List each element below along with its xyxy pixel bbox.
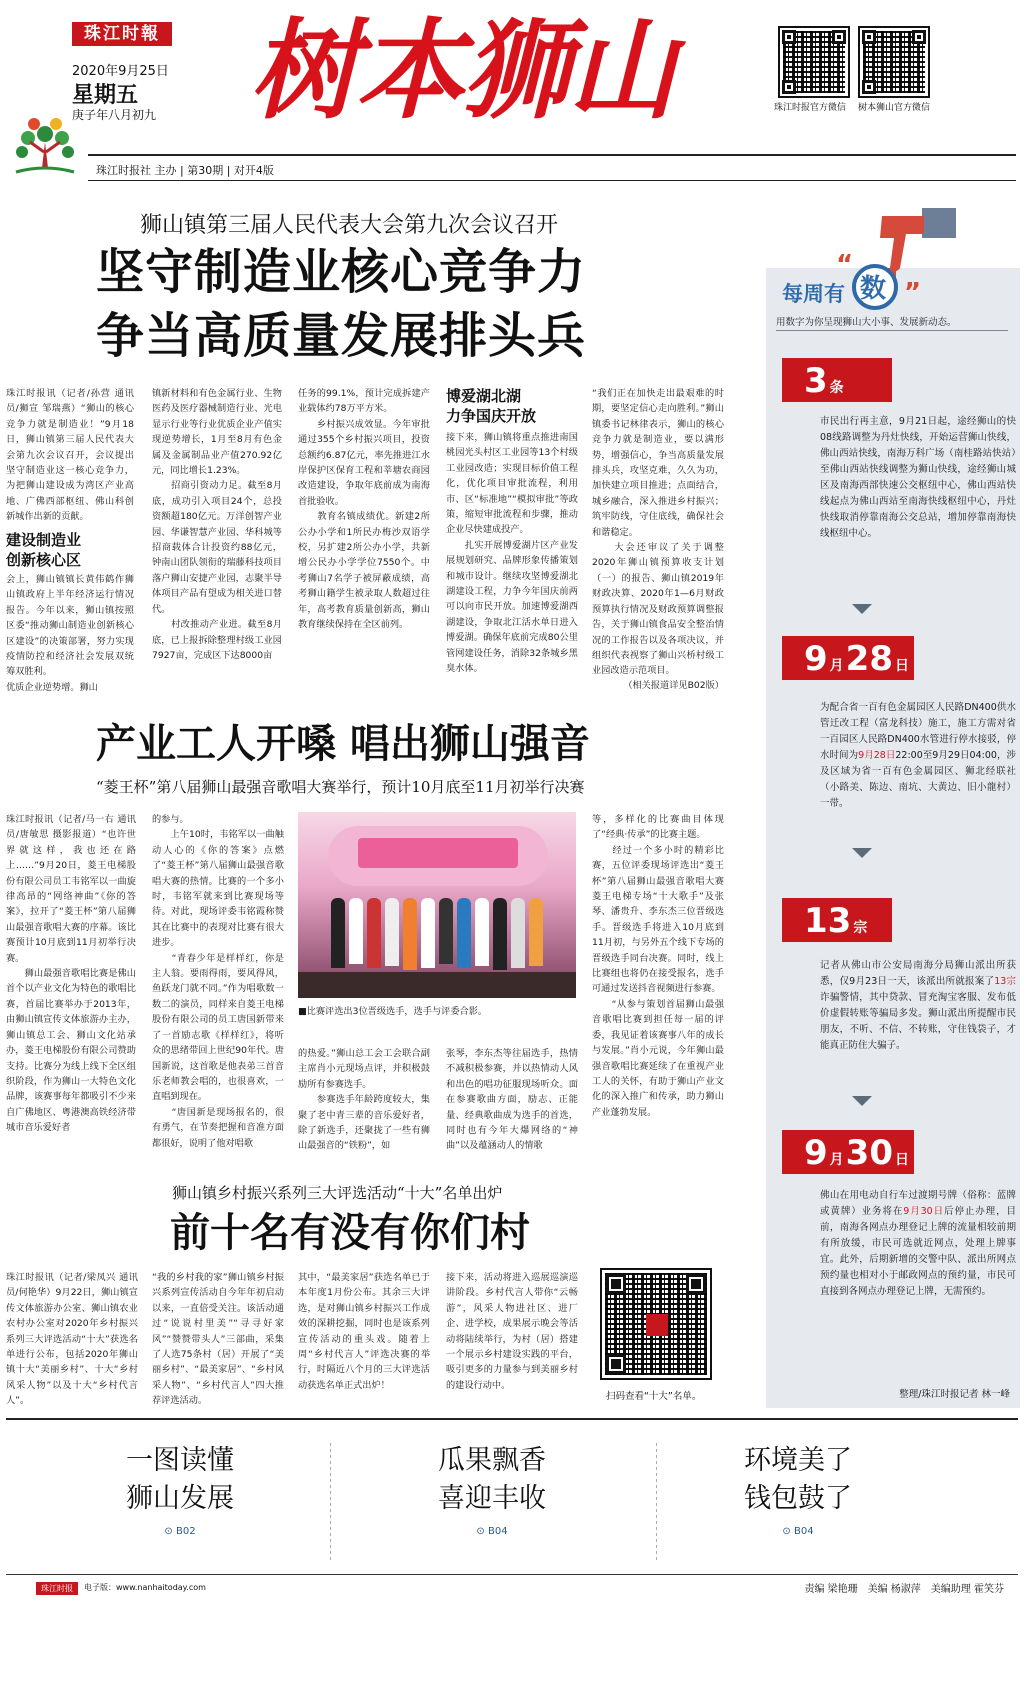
story1-col1-p3: 优质企业逆势增。狮山	[6, 682, 98, 693]
teaser-3-line2: 钱包鼓了	[744, 1483, 852, 1514]
qr-code-shushan	[858, 26, 930, 98]
footer-edition[interactable]: 电子版：www.nanhaitoday.com	[84, 1583, 206, 1592]
story3-headline: 前十名有没有你们村	[170, 1209, 530, 1256]
story1-col4: 接下来，狮山镇将重点推进南国桃园光头村区工业园等13个村级工业园改造；实现目标价值工程化，优化项目审批流程，利用市、区“标准地”“模拟审批”等政策，缩短审批流程和步骤，推动企业尽快建成投产。 扎实开展博爱湖片区产业发展规划研究、品牌形象传播策划和城市设计。继续攻坚博爱湖北湖建设工程，力争今年国庆前两可以向市民开放。加速博爱湖西湖建设，争取北江活水单日进入博爱湖。确保年底前完成80公里管网建设任务，消除32条城乡黑臭水体。	[446, 432, 578, 675]
story2-subline: “菱王杯”第八届狮山最强音歌唱大赛举行，预计10月底至11月初举行决赛	[96, 778, 585, 796]
sidebar-item-1-text: 市民出行再主意，9月21日起，途经狮山的快08线路调整为丹灶快线，开始运营狮山快线，佛山西站快线，南海万科广场（南桂路站快站）至佛山西站快线调整为狮山快线，途经狮山城区及南海西部快速公交枢纽中心，佛山西站快线起点为佛山西站至南海快线枢纽中心，丹灶快线取消停靠南海公交总站，增加停靠南海快线枢纽中心。	[820, 416, 1016, 539]
teaser-3-line1: 环境美了	[744, 1445, 852, 1476]
teaser-1[interactable]	[100, 1442, 260, 1537]
story1-col2: 镇新材料和有色金属行业、生物医药及医疗器械制造行业、光电显示行业等行业优质企业产值实现逆势增长，1月至8月有色金属及金属制品业产值270.92亿元，同比增长1.23%。 招商引资动力足。截至8月底，成功引入项目24个，总投资额超180亿元。万洋创智产业园、华谦智慧产业园、华科城等招商载体合计投资约88亿元，钟南山团队领衔的瑞藤科技项目落户狮山安捷产业园，志聚半导体项目产品有望成为相关进口替代。 村改推动产业进。截至8月底，已上报拆除整理村级工业园7927亩，完成区下达8000亩	[152, 388, 282, 661]
teaser-1-line1: 一图读懂	[126, 1445, 234, 1476]
story2-photo-caption: ■比赛评选出3位晋级选手，选手与评委合影。	[298, 1006, 488, 1017]
story1-col1-subhead: 建设制造业 创新核心区	[6, 531, 82, 569]
sidebar-tagline-line	[776, 330, 1008, 331]
sidebar-item-3-text: 记者从佛山市公安局南海分局狮山派出所获悉，仅9月23日一天，该派出所就报案了13宗诈骗警情，其中贷款、冒充淘宝客服、发布低价虚假转账等骗局多发。狮山派出所提醒市民朋友，不听、不信、不转账，守住钱袋子，才能真正防住大骗子。	[820, 960, 1016, 1051]
issue-date: 2020年9月25日	[72, 64, 169, 79]
teaser-2[interactable]	[412, 1442, 572, 1537]
story3-qr-caption: 扫码查看“十大”名单。	[606, 1391, 702, 1402]
sidebar-arrow-1	[852, 604, 872, 614]
sidebar-quote-close: ”	[904, 278, 922, 308]
sidebar-title-a: 每周有	[782, 282, 845, 306]
page-link-icon: ⊙	[782, 1526, 794, 1537]
teaser-2-line1: 瓜果飘香	[438, 1445, 546, 1476]
sidebar-item-4-tab: 9 月 30 日	[782, 1130, 914, 1174]
sidebar-arrow-3	[852, 1096, 872, 1106]
qr-code-zhujiang	[778, 26, 850, 98]
story3-col1: 珠江时报讯（记者/梁凤兴 通讯员/何艳华）9月22日，狮山镇宣传文体旅游办公室、狮山镇农业农村办公室对2020年乡村振兴系列三大评选活动“十大”获选名单进行公布，包括2020年狮山镇十大“美丽乡村”、十大“乡村风采人物”以及十大“乡村代言人”。	[6, 1272, 138, 1407]
teaser-3[interactable]	[718, 1442, 878, 1537]
sidebar-item-3-tab: 13 宗	[782, 898, 892, 942]
footer-divider	[6, 1574, 1018, 1575]
footer-staff: 责编 梁艳珊 美编 杨淑萍 美编助理 霍笑芬	[804, 1584, 1004, 1595]
sidebar-arrow-2	[852, 848, 872, 858]
sidebar-quote-open: “	[836, 250, 854, 280]
teaser-2-ref[interactable]: ⊙ B04	[476, 1526, 508, 1537]
issue-weekday: 星期五	[72, 83, 139, 108]
sidebar-title-b: 数	[860, 274, 887, 304]
qr2-caption: 树本狮山官方微信	[858, 103, 931, 113]
story1-col5: “我们正在加快走出最艰难的时期，要坚定信心走向胜利。”狮山镇委书记林律表示，狮山的核心竞争力就是制造业，要以满形势，增强信心，争当高质量发展排头兵，攻坚克难，久久为功，加快建立项目推进；点面结合，城乡融合，深入推进乡村振兴；筑牢防线，守住底线，确保社会和谐稳定。 大会还审议了关于调整2020年狮山镇预算收支计划（一）的报告、狮山镇2019年财政决算、2020年1—6月财政预算执行情况及财政预算调整报告，关于狮山镇食品安全整治情况的工作报告以及各项决议，并组织代表视察了狮山兴桥村级工业园改造示范项目。	[592, 388, 724, 677]
story2-photo	[298, 812, 576, 998]
story3-col3: 其中，“最美家居”获选名单已于本年度1月份公布。其余三大评选，是对狮山镇乡村振兴工作成效的深耕挖掘，同时也是该系列宣传活动的重头戏。随着上周“乡村代言人”评选决赛的举行，时隔近八个月的三大评选活动获选名单正式出炉！	[298, 1272, 430, 1391]
story2-col1: 珠江时报讯（记者/马一右 通讯员/唐敏思 摄影报道）“也许世界就这样，我也还在路上……”9月20日，菱王电梯股份有限公司员工韦铭军以一曲旋律高昂的“网络神曲”《你的答案》，拉开了“菱王杯”第八届狮山最强音歌唱大赛的序幕。该比赛预计10月底到11月初举行决赛。 狮山最强音歌唱比赛是佛山首个以产业文化为特色的歌唱比赛，首届比赛举办于2013年，由狮山镇宣传文体旅游办主办，狮山镇总工会、狮山文化站承办，菱王电梯股份有限公司赞助支持。比赛分为线上线下全区组织阶段，作为狮山一大特色文化品牌，该赛事每年都吸引不少来自广佛地区、粤港澳高铁经济带城市音乐爱好者	[6, 814, 136, 1134]
story1-note: （相关报道详见B02版）	[623, 680, 724, 691]
story3-kicker: 狮山镇乡村振兴系列三大评选活动“十大”名单出炉	[172, 1184, 503, 1202]
teaser-1-line2: 狮山发展	[126, 1483, 234, 1514]
story2-col3: 的热爱。”狮山总工会工会联合副主席肖小元现场点评，并积极鼓励所有参赛选手。 参赛选手年龄跨度较大，集聚了老中青三辈的音乐爱好者，除了新选手，还聚拢了一些有狮山最强音的“铁粉”，如	[298, 1048, 430, 1152]
tree-logo-icon	[8, 112, 82, 182]
teaser-1-ref[interactable]: ⊙ B02	[164, 1526, 196, 1537]
paper-logo: 珠江时報	[72, 22, 172, 46]
story2-headline: 产业工人开嗓 唱出狮山强音	[96, 720, 590, 767]
story2-col2: 的参与。 上午10时，韦铭军以一曲触动人心的《你的答案》点燃了“菱王杯”第八届狮山最强音歌唱大赛的热情。比赛的一个多小时，韦铭军就来到比赛现场等待。对此，现场评委韦铭霞称赞其在比赛中的表现对比赛有很大进步。 “青春少年是样样红，你是主人翁。要雨得雨，要风得风，鱼跃龙门就不同。”作为唱歌数一数二的演员，同样来自菱王电梯股份有限公司的员工唐国新带来了一首励志歌《样样红》，将听众的思绪带回上世纪90年代。唐国新说，这首歌是他表弟三首音乐老师教会唱的，也很喜欢，一直唱到现在。 “唐国新是现场报名的，很有勇气，在节奏把握和音准方面都很好，说明了他对唱歌	[152, 814, 284, 1149]
masthead-divider	[88, 154, 1016, 156]
story3-qr-code[interactable]	[600, 1268, 712, 1380]
story1-col1-p2: 会上，狮山镇镇长黄伟鹤作狮山镇政府上半年经济运行情况报告。今年以来，狮山镇按照区委“推动狮山制造业创新核心区建设”的决策部署，努力实现疫情防控和经济社会发展双统筹双胜利。	[6, 574, 134, 678]
teaser-2-line2: 喜迎丰收	[438, 1483, 546, 1514]
teaser-3-ref[interactable]: ⊙ B04	[782, 1526, 814, 1537]
sidebar-credit: 整理/珠江时报记者 林一峰	[899, 1389, 1010, 1400]
lunar-date: 庚子年八月初九	[72, 108, 157, 122]
qr1-caption: 珠江时报官方微信	[774, 103, 847, 113]
story1-headline-2: 争当高质量发展排头兵	[96, 308, 587, 364]
story1-headline-1: 坚守制造业核心竞争力	[96, 244, 587, 300]
masthead-title: 树本狮山	[250, 8, 675, 134]
teaser-separator-1	[330, 1440, 331, 1560]
story2-col5: 等，多样化的比赛曲目体现了“经典·传承”的比赛主题。 经过一个多小时的精彩比赛，五位评委现场评选出“菱王杯”第八届狮山最强音歌唱大赛菱王电梯专场“十大歌手”及张琴、潘贵升、李东杰三位晋级选手。晋级选手将进入10月底到11月初，与另外五个线下专场的晋级选手同台决赛。同时，线上比赛组也将仍在接受报名，选手可通过发送抖音视频进行参赛。 “从参与策划首届狮山最强音歌唱比赛到担任每一届的评委，我见证着该赛事八年的成长与发展。”肖小元说，今年狮山最强音歌唱比赛延续了在重视产业工人的关怀，有助于狮山产业文化的深入推广和传承，助力狮山产业蓬勃发展。	[592, 814, 724, 1118]
story3-col4: 接下来，活动将进入巡展巡演巡讲阶段。乡村代言人带你“云畅游”，风采人物进社区、进厂企、进学校，成果展示晚会等活动将陆续举行，为村（居）搭建一个展示乡村建设实践的平台，吸引更多的力量参与到美丽乡村的建设行动中。	[446, 1272, 578, 1391]
story2-col4: 张琴，李东杰等往届选手，热情不减积极参赛，并以热情动人风和出色的唱功征服现场听众。面在参赛歌曲方面，励志、正能量、经典歌曲成为选手的首选，同时也有今年大爆网络的“神曲”以及蕴涵动人的情歌	[446, 1048, 578, 1152]
teaser-separator-2	[656, 1440, 657, 1560]
story3-col2: “我的乡村我的家”狮山镇乡村振兴系列宣传活动自今年年初启动以来，一直倍受关注。该活动通过“说说村里美”“寻寻好家风”“赞赞带头人”三部曲，采集了人选75条村（居）开展了“美丽乡村”、“最美家居”、“乡村风采人物”、“乡村代言人”四大推荐评选活动。	[152, 1272, 284, 1407]
bottom-divider	[6, 1418, 1018, 1420]
sidebar-item-4-text: 佛山在用电动自行车过渡期号牌（俗称：蓝牌或黄牌）业务将在9月30日后停止办理，目前，南海各网点办理登记上牌的流量相较前期有所放缓，市民可选就近网点，处理上牌事宜。此外，后期新增的交警中队、派出所网点预约量也相对小于邮政网点的预约量，市民可直接到各网点办理登记上牌，无需预约。	[820, 1190, 1016, 1297]
footer-logo: 珠江时报	[36, 1582, 78, 1595]
masthead-divider-2	[88, 180, 1016, 181]
sidebar-item-1-tab: 3 条	[782, 358, 892, 402]
story1-col3: 任务的99.1%，预计完成拆建产业载体约78万平方米。 乡村振兴成效显。今年审批通过355个乡村振兴项目，投资总额约6.87亿元，率先推进江水岸保护区保育工程和莘塘农商园改造建设，争取年底前成为南海首批验收。 教育名镇成绩优。新建2所公办小学和1所民办梅沙双语学校，另扩建2所公办小学，共新增公民办小学学位7550个。中考狮山7名学子被屏蔽成绩，高考狮山籍学生被录取人数超过往年，高考教育质量创新高，狮山教育继续保持在全区前列。	[298, 388, 430, 631]
story1-kicker: 狮山镇第三届人民代表大会第九次会议召开	[140, 213, 559, 238]
sidebar-item-2-text: 为配合省一百有色金属园区人民路DN400供水管迁改工程（富龙科技）施工，施工方需对省一百园区人民路DN400水管进行停水接驳，停水时间为9月28日22:00至9月29日04:00，涉及区域为省一百有色金属园区、狮北经联社（小路美、陈边、南坑、大黄边、旧小龍村）一带。	[820, 702, 1016, 809]
sidebar-item-2-tab: 9 月 28 日	[782, 636, 914, 680]
masthead-info: 珠江时报社 主办 | 第30期 | 对开4版	[96, 164, 274, 177]
story1-col1-p1: 珠江时报讯（记者/孙营 通讯员/狮宣 邹瑞燕）“狮山的核心竞争力就是制造业！”9月18日，狮山镇第三届人民代表大会第九次会议召开，会议提出坚守制造业这一核心竞争力，为把狮山建设成为湾区产业高地、广佛西部枢纽、佛山科创新城作出新的贡献。	[6, 388, 134, 523]
page-link-icon: ⊙	[476, 1526, 488, 1537]
page-link-icon: ⊙	[164, 1526, 176, 1537]
sidebar-tagline: 用数字为你呈现狮山大小事、发展新动态。	[776, 317, 957, 328]
story1-col4-subhead: 博爱湖北湖 力争国庆开放	[446, 387, 537, 425]
